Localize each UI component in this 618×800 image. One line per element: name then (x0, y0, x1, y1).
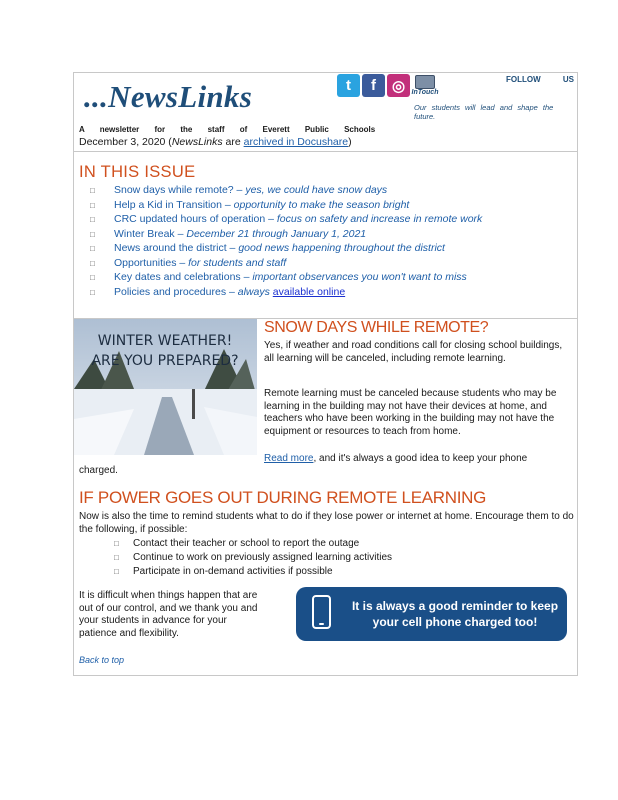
snow-paragraph-2: Remote learning must be canceled because students who may be learning in the building may not have their devices at home, and teachers who have been working in the building may not have the equipment or resources to teach from home. (264, 388, 557, 437)
facebook-icon[interactable]: f (362, 74, 385, 97)
bullet-icon: □ (114, 539, 119, 548)
bullet-icon: □ (114, 553, 119, 562)
issue-date: December 3, 2020 (NewsLinks are archived in Docushare) (79, 136, 352, 148)
power-intro: Now is also the time to remind students what to do if they lose power or internet at home. Encourage them to do the following, if possible: (79, 511, 574, 535)
snow-days-heading: SNOW DAYS WHILE REMOTE? (264, 319, 489, 336)
issue-list (90, 184, 482, 300)
bullet-icon: □ (90, 215, 95, 224)
bullet-icon: □ (114, 567, 119, 576)
divider (74, 151, 577, 152)
bullet-icon: □ (90, 186, 95, 195)
photo-caption-line1: WINTER WEATHER! (97, 333, 233, 349)
photo-caption-line2: ARE YOU PREPARED? (91, 353, 239, 369)
issue-item: □ Policies and procedures – always available online (90, 285, 346, 298)
bullet-icon: □ (90, 258, 95, 268)
issue-item[interactable]: □ Snow days while remote? – yes, we could have snow days (90, 184, 388, 196)
power-list (114, 538, 392, 580)
monitor-icon (415, 75, 435, 89)
issue-item[interactable]: □ Winter Break – December 21 through January 1, 2021 (90, 227, 367, 240)
list-item: □ Continue to work on previously assigned learning activities (114, 552, 393, 563)
bullet-icon: □ (90, 287, 95, 297)
cell-phone-icon (312, 595, 331, 629)
bullet-icon: □ (90, 244, 95, 253)
newsletter-subtitle: A newsletter for the staff of Everett Public Schools (79, 125, 376, 134)
bullet-icon: □ (90, 200, 95, 210)
winter-weather-photo (74, 319, 257, 455)
phone-reminder-banner (296, 587, 567, 641)
banner-text: It is always a good reminder to keep your cell phone charged too! (351, 599, 559, 629)
back-to-top-link[interactable]: Back to top (79, 655, 125, 665)
twitter-icon[interactable]: t (337, 74, 360, 97)
list-item: □ Participate in on-demand activities if possible (114, 566, 333, 577)
snow-paragraph-3-end: charged. (79, 465, 118, 476)
issue-item[interactable]: □ CRC updated hours of operation – focus on safety and increase in remote work (90, 213, 483, 225)
snow-paragraph-3: Read more, and it's always a good idea to keep your phone (264, 453, 528, 464)
follow-us-label: FOLLOW US (506, 75, 574, 84)
policies-link[interactable]: available online (272, 285, 346, 298)
docushare-archive-link[interactable]: archived in Docushare (243, 136, 349, 148)
newsletter-title: ...NewsLinks (84, 79, 253, 114)
intouch-icon[interactable] (412, 74, 438, 100)
snow-paragraph-1: Yes, if weather and road conditions call for closing school buildings, all learning will be canceled, including remote learning. (264, 340, 563, 364)
in-this-issue-heading: IN THIS ISSUE (79, 163, 196, 181)
power-outage-heading: IF POWER GOES OUT DURING REMOTE LEARNING (79, 488, 487, 507)
bullet-icon: □ (90, 273, 95, 282)
tagline: Our students will lead and shape the future. (414, 103, 554, 121)
issue-item[interactable]: □ Key dates and celebrations – important observances you won't want to miss (90, 271, 467, 283)
bullet-icon: □ (90, 229, 95, 239)
issue-item[interactable]: □ Help a Kid in Transition – opportunity to make the season bright (90, 198, 410, 211)
closing-paragraph: It is difficult when things happen that are out of our control, and we thank you and your students in advance for your patience and flexibility. (79, 590, 258, 639)
newslinks-name: NewsLinks (171, 136, 223, 148)
newsletter-page (73, 72, 578, 676)
list-item: □ Contact their teacher or school to report the outage (114, 538, 360, 549)
social-links (337, 74, 438, 100)
issue-item[interactable]: □ News around the district – good news happening throughout the district (90, 242, 445, 254)
read-more-link[interactable]: Read more (264, 453, 314, 464)
issue-item[interactable]: □ Opportunities – for students and staff (90, 256, 287, 269)
intouch-label: InTouch (411, 89, 439, 96)
instagram-icon[interactable]: ◎ (387, 74, 410, 97)
